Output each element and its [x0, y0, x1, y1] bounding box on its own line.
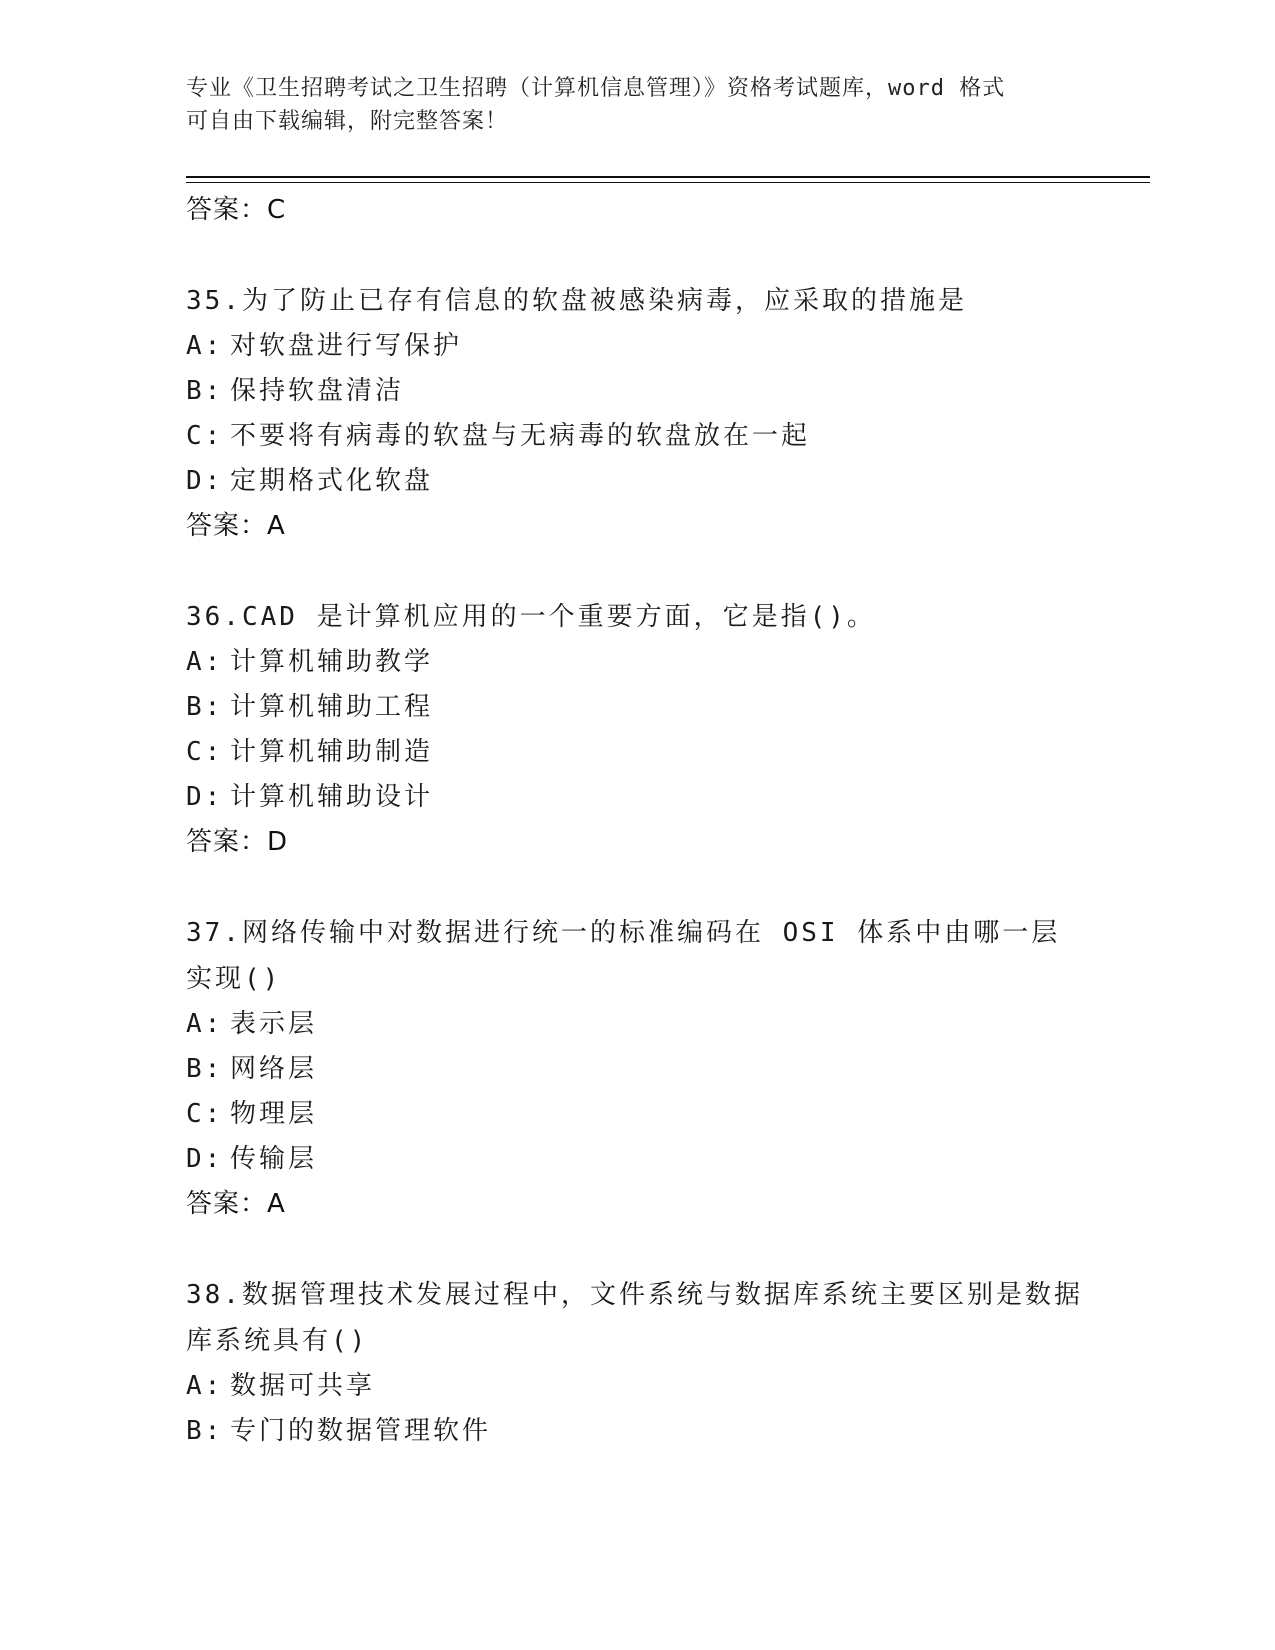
answer-line: 答案：D — [186, 827, 289, 857]
answer-line: 答案：A — [186, 511, 286, 541]
option-letter: B: — [186, 376, 224, 406]
header-line-2: 可自由下载编辑，附完整答案！ — [186, 109, 509, 134]
option-text: 定期格式化软盘 — [230, 466, 434, 496]
answer-line: 答案：A — [186, 1189, 286, 1219]
question-block — [186, 278, 1086, 548]
header-divider — [186, 176, 1150, 178]
option-text: 计算机辅助工程 — [230, 692, 434, 722]
option-c — [186, 1092, 1086, 1137]
option-b — [186, 1047, 1086, 1092]
option-letter: A: — [186, 1009, 224, 1039]
option-letter: A: — [186, 1371, 224, 1401]
question-text: 36.CAD 是计算机应用的一个重要方面，它是指()。 — [186, 602, 876, 632]
question-list — [186, 188, 1086, 1454]
answer-line: 答案：C — [186, 195, 287, 225]
option-text: 保持软盘清洁 — [230, 376, 405, 406]
question-text: 37.网络传输中对数据进行统一的标准编码在 OSI 体系中由哪一层实现() — [186, 918, 1061, 994]
option-b — [186, 1409, 1086, 1454]
question-text: 35.为了防止已存有信息的软盘被感染病毒，应采取的措施是 — [186, 286, 967, 316]
option-text: 计算机辅助制造 — [230, 737, 434, 767]
header-line-1: 专业《卫生招聘考试之卫生招聘（计算机信息管理）》资格考试题库，word 格式 — [186, 76, 1006, 101]
option-a — [186, 1364, 1086, 1409]
document-header — [186, 72, 1066, 138]
question-text: 38.数据管理技术发展过程中，文件系统与数据库系统主要区别是数据库系统具有() — [186, 1280, 1083, 1356]
option-text: 数据可共享 — [230, 1371, 376, 1401]
option-text: 计算机辅助教学 — [230, 647, 434, 677]
option-letter: C: — [186, 737, 224, 767]
option-text: 传输层 — [230, 1144, 318, 1174]
option-letter: B: — [186, 1416, 224, 1446]
option-a — [186, 640, 1086, 685]
option-text: 对软盘进行写保护 — [230, 331, 463, 361]
option-a — [186, 324, 1086, 369]
option-d — [186, 459, 1086, 504]
option-c — [186, 414, 1086, 459]
option-letter: C: — [186, 421, 224, 451]
option-text: 专门的数据管理软件 — [230, 1416, 492, 1446]
option-letter: A: — [186, 331, 224, 361]
option-text: 物理层 — [230, 1099, 318, 1129]
header-divider-thin — [186, 182, 1150, 183]
option-letter: A: — [186, 647, 224, 677]
option-letter: C: — [186, 1099, 224, 1129]
option-text: 不要将有病毒的软盘与无病毒的软盘放在一起 — [230, 421, 811, 451]
option-text: 计算机辅助设计 — [230, 782, 434, 812]
option-letter: B: — [186, 692, 224, 722]
option-c — [186, 730, 1086, 775]
question-block — [186, 910, 1086, 1226]
option-a — [186, 1002, 1086, 1047]
option-letter: B: — [186, 1054, 224, 1084]
option-letter: D: — [186, 1144, 224, 1174]
option-d — [186, 1137, 1086, 1182]
option-letter: D: — [186, 466, 224, 496]
question-block — [186, 1272, 1086, 1454]
question-block — [186, 594, 1086, 864]
option-text: 网络层 — [230, 1054, 318, 1084]
option-d — [186, 775, 1086, 820]
option-text: 表示层 — [230, 1009, 318, 1039]
option-b — [186, 369, 1086, 414]
option-b — [186, 685, 1086, 730]
option-letter: D: — [186, 782, 224, 812]
